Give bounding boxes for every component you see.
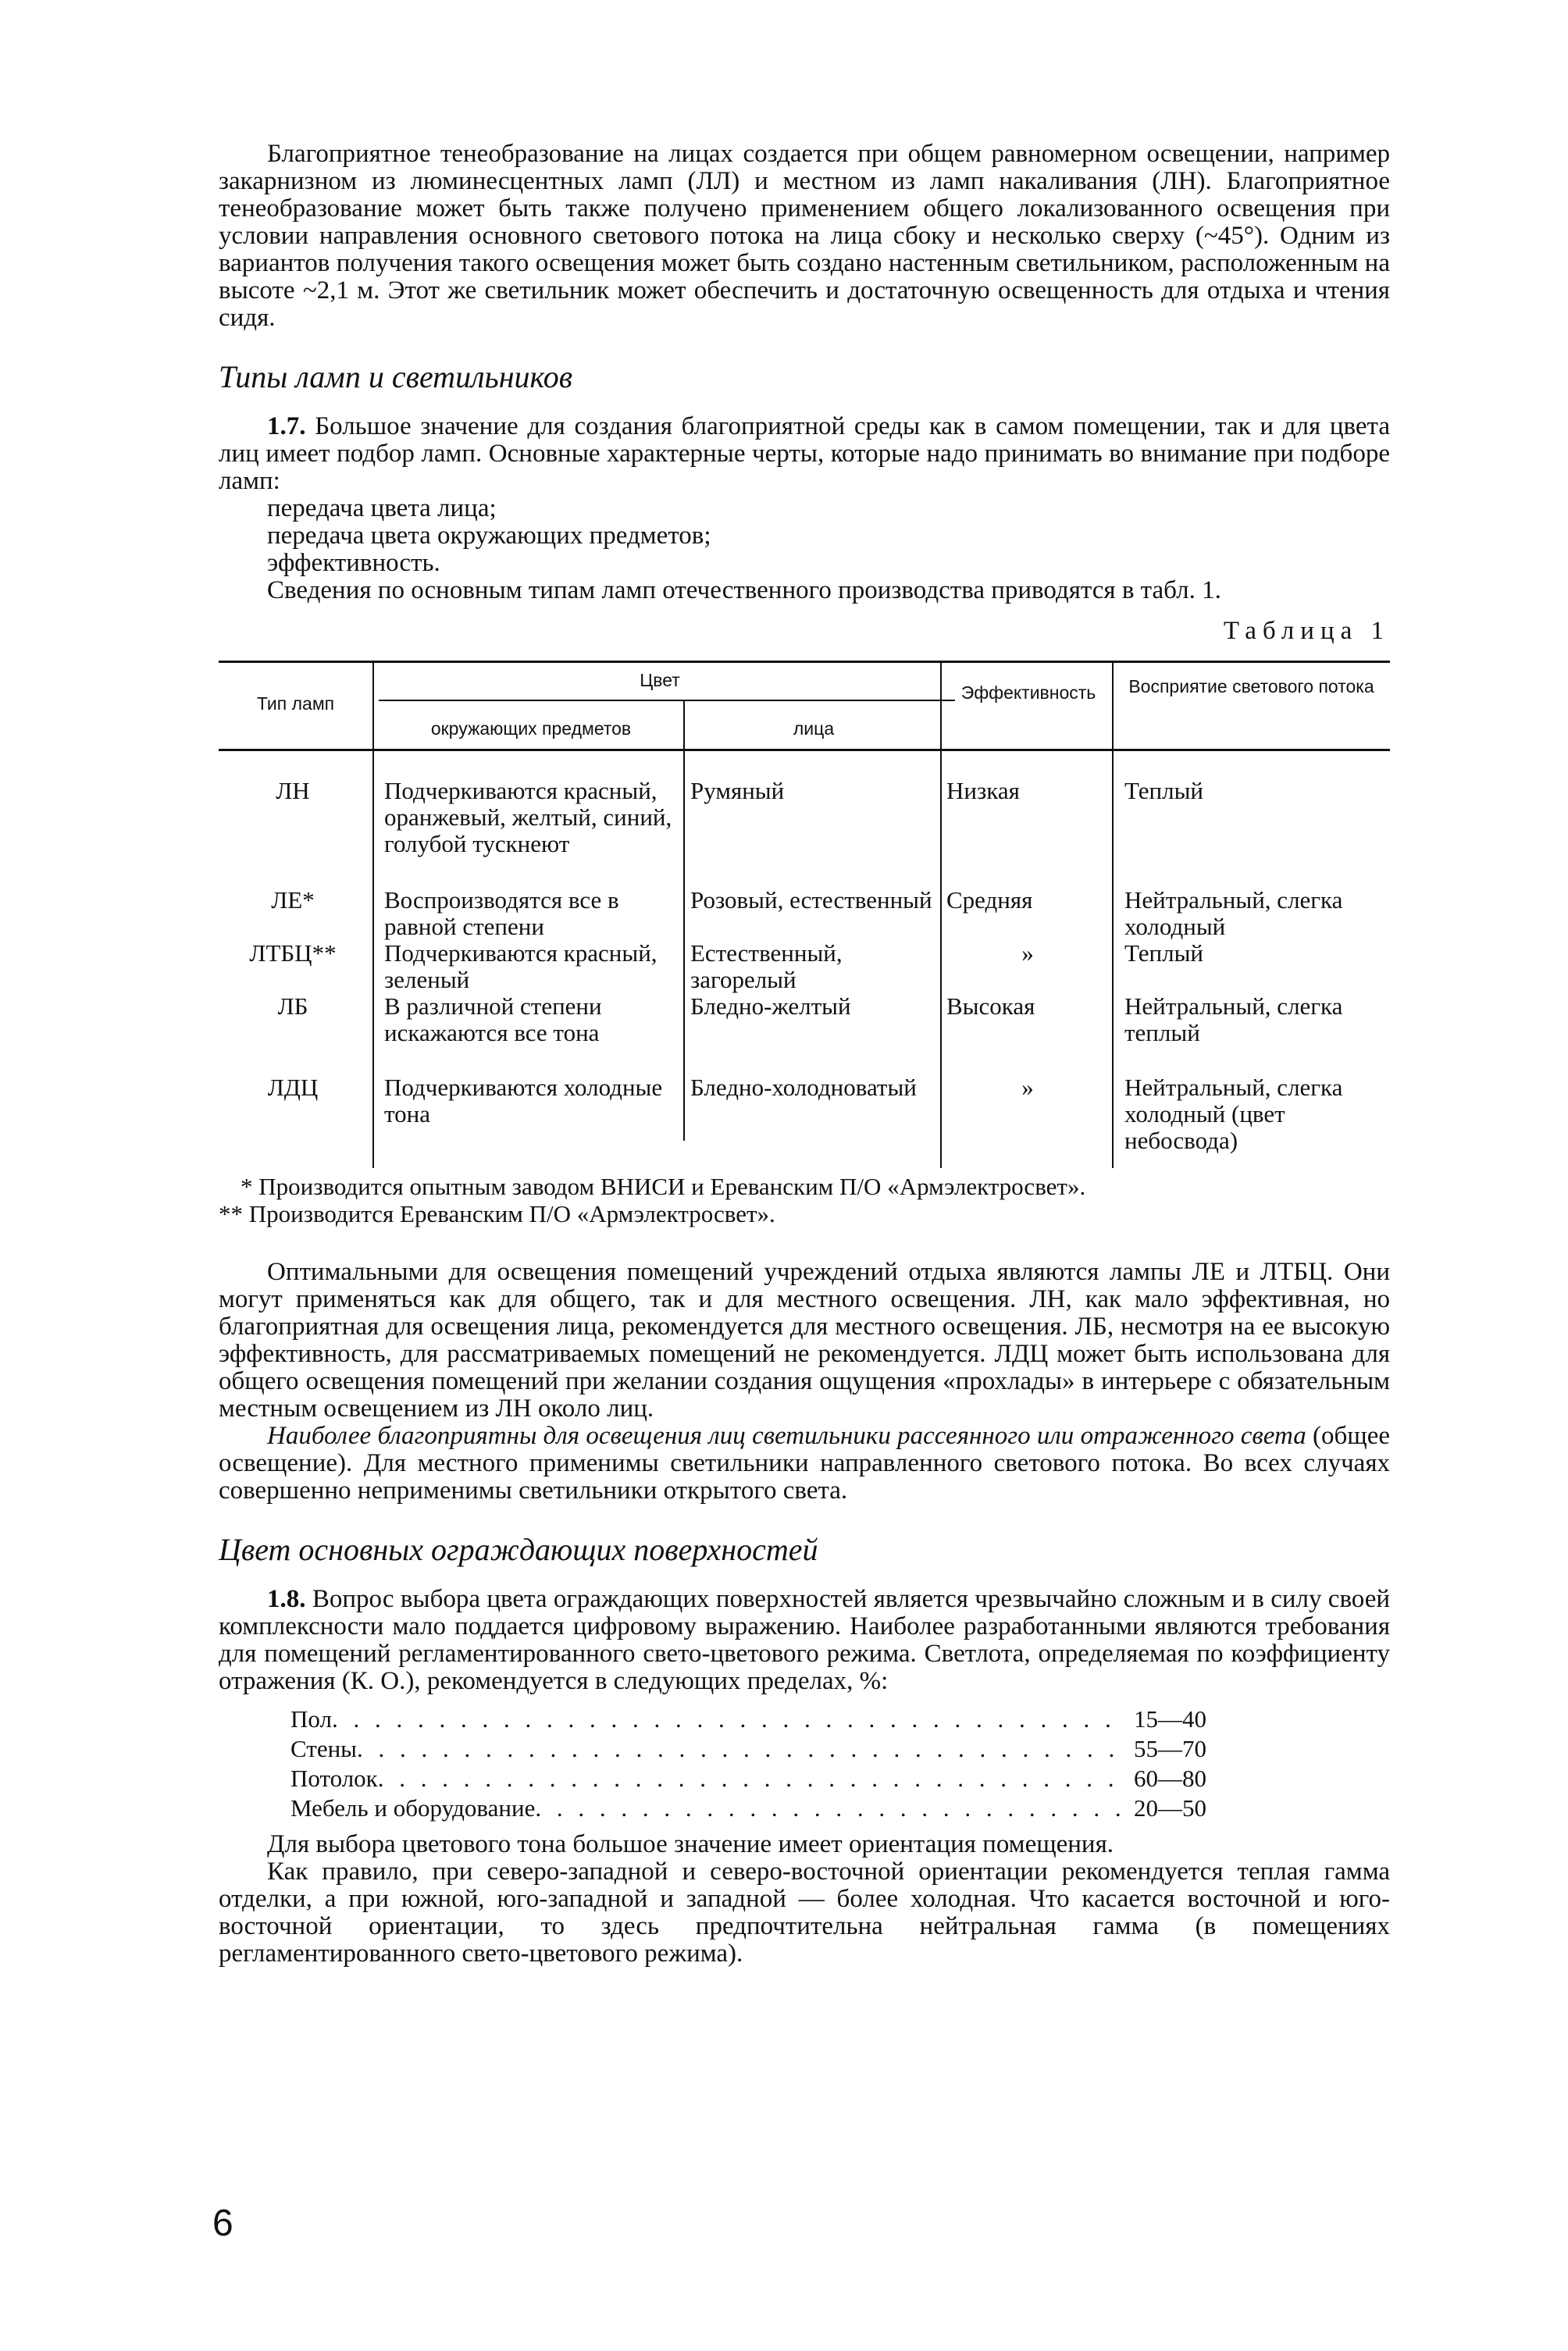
table-cell-surroundings: Подчеркиваются красный, зеленый [384,939,657,993]
table-cell-efficiency: » [1021,939,1034,967]
table-cell-face: Бледно-холодноватый [690,1074,917,1101]
table-top-rule [219,661,1390,663]
table-cell-perception: Нейтральный, слегка холодный [1124,886,1343,940]
header-face: лица [793,718,835,739]
list-item [290,1734,1220,1764]
table-cell-face: Румяный [690,777,785,804]
table-footnotes [219,1173,1390,1227]
surface-name: Потолок [290,1765,378,1792]
table-cell-surroundings: В различной степени искажаются все тона [384,992,602,1046]
table-cell-surroundings: Воспроизводятся все в равной степени [384,886,619,940]
reflection-coefficient-list [290,1704,1220,1823]
table-cell-efficiency: Высокая [946,992,1035,1020]
table-cell-type: ЛТБЦ** [249,939,337,967]
leader-dots [378,1764,1121,1794]
table-cell-surroundings: Подчеркиваются красный, оранжевый, желтый, синий, голубой тускнеют [384,777,672,857]
paragraph-1-7 [219,413,1390,495]
footnote: ** Производится Ереванским П/О «Армэлектросвет». [219,1200,775,1227]
color-subheader-rule [379,700,955,701]
header-efficiency: Эффективность [960,682,1096,703]
paragraph-text: (общее освещение). Для местного применимы светильники направленного светового потока. Во всех случаях совершенно неприменимы светильники открытого света. [219,1422,1390,1505]
list-item [290,1794,1220,1823]
surface-name: Мебель и оборудование [290,1794,536,1822]
table-cell-type: ЛДЦ [267,1074,319,1101]
table-cell-face: Бледно-желтый [690,992,851,1020]
surface-name: Пол [290,1705,332,1733]
surface-value: 55—70 [1134,1735,1206,1762]
table-cell-face: Розовый, естественный [690,886,932,914]
table-cell-efficiency: Низкая [946,777,1020,804]
surface-name: Стены [290,1735,357,1762]
leader-dots [332,1704,1121,1734]
header-color: Цвет [640,670,680,690]
list-item [290,1704,1220,1734]
list-item [290,1764,1220,1794]
header-surroundings: окружающих предметов [430,718,632,739]
table-cell-type: ЛЕ* [271,886,315,914]
table-cell-perception: Нейтральный, слегка холодный (цвет небосвода) [1124,1074,1343,1154]
table-reference-paragraph: Сведения по основным типам ламп отечественного производства приводятся в табл. 1. [267,576,1221,604]
leader-dots [535,1794,1121,1823]
column-divider [940,661,942,1168]
column-divider [1112,661,1114,1168]
surface-value: 20—50 [1134,1794,1206,1822]
after-table-paragraph: Оптимальными для освещения помещений учреждений отдыха являются лампы ЛЕ и ЛТБЦ. Они могут применяться как для общего, так и для местного освещения. ЛН, как мало эффективная, но благоприятная для освещения лица, рекомендуется для местного освещения. ЛБ, несмотря на ее высокую эффективность, для рассматриваемых помещений не рекомендуется. ЛДЦ может быть использована для общего освещения помещений при желании создания ощущения «прохлады» в интерьере с обязательным местным освещением из ЛН около лиц. [219,1258,1390,1423]
table-cell-efficiency: Средняя [946,886,1033,914]
surface-value: 15—40 [1134,1705,1206,1733]
section-heading-lamps: Типы ламп и светильников [219,359,573,394]
table-label: Таблица 1 [1223,617,1390,645]
page-number: 6 [212,2203,233,2244]
paragraph-number: 1.8. [267,1585,306,1613]
table-cell-efficiency: » [1021,1074,1034,1101]
orientation-paragraph: Для выбора цветового тона большое значение имеет ориентация помещения. [267,1830,1114,1858]
page [219,141,1390,1968]
paragraph-1-8 [219,1586,1390,1695]
paragraph-text: Вопрос выбора цвета ограждающих поверхностей является чрезвычайно сложным и в силу своей комплексности мало поддается цифровому выражению. Наиболее разработанными являются требования для помещений регламентированного свето-цветового режима. Светлота, определяемая по коэффициенту отражения (К. О.), рекомендуется в следующих пределах, %: [219,1585,1391,1695]
table-header-rule [219,749,1390,751]
paragraph-text: Большое значение для создания благоприятной среды как в самом помещении, так и для цвета лиц имеет подбор ламп. Основные характерные черты, которые надо принимать во внимание при подборе ламп: [219,412,1390,495]
footnote: * Производится опытным заводом ВНИСИ и Ереванским П/О «Армэлектросвет». [241,1173,1086,1200]
table-cell-type: ЛБ [277,992,308,1020]
table-cell-perception: Теплый [1124,939,1203,967]
header-perception: Восприятие светового потока [1128,676,1374,696]
list-item: передача цвета лица; [267,494,497,522]
table-cell-type: ЛН [276,777,310,804]
table-cell-face: Естественный, загорелый [690,939,843,993]
list-item: передача цвета окружающих предметов; [267,522,711,550]
table-cell-perception: Нейтральный, слегка теплый [1124,992,1343,1046]
section-heading-colors: Цвет основных ограждающих поверхностей [219,1532,818,1567]
header-lamp-type: Тип ламп [256,693,335,714]
intro-paragraph: Благоприятное тенеобразование на лицах создается при общем равномерном освещении, например закарнизном из люминесцентных ламп (ЛЛ) и местном из ламп накаливания (ЛН). Благоприятное тенеобразование может быть также получено применением общего локализованного освещения при условии направления основного светового потока на лица сбоку и несколько сверху (~45°). Одним из вариантов получения такого освещения может быть создано настенным светильником, расположенным на высоте ~2,1 м. Этот же светильник может обеспечить и достаточную освещенность для отдыха и чтения сидя. [219,140,1390,332]
italic-phrase: Наиболее благоприятны для освещения лиц светильники рассеянного или отраженного света [267,1422,1306,1450]
column-divider [372,661,374,1168]
table-cell-surroundings: Подчеркиваются холодные тона [384,1074,663,1127]
leader-dots [357,1734,1121,1764]
paragraph-number: 1.7. [267,412,306,440]
table-cell-perception: Теплый [1124,777,1203,804]
lamp-table [219,661,1390,1168]
luminaires-paragraph [219,1423,1390,1505]
column-divider [683,700,685,1141]
color-gamma-paragraph: Как правило, при северо-западной и северо-восточной ориентации рекомендуется теплая гамма отделки, а при южной, юго-западной и западной — более холодная. Что касается восточной и юго-восточной ориентации, то здесь предпочтительна нейтральная гамма (в помещениях регламентированного свето-цветового режима). [219,1858,1390,1968]
surface-value: 60—80 [1134,1765,1206,1792]
list-item: эффективность. [267,549,440,577]
